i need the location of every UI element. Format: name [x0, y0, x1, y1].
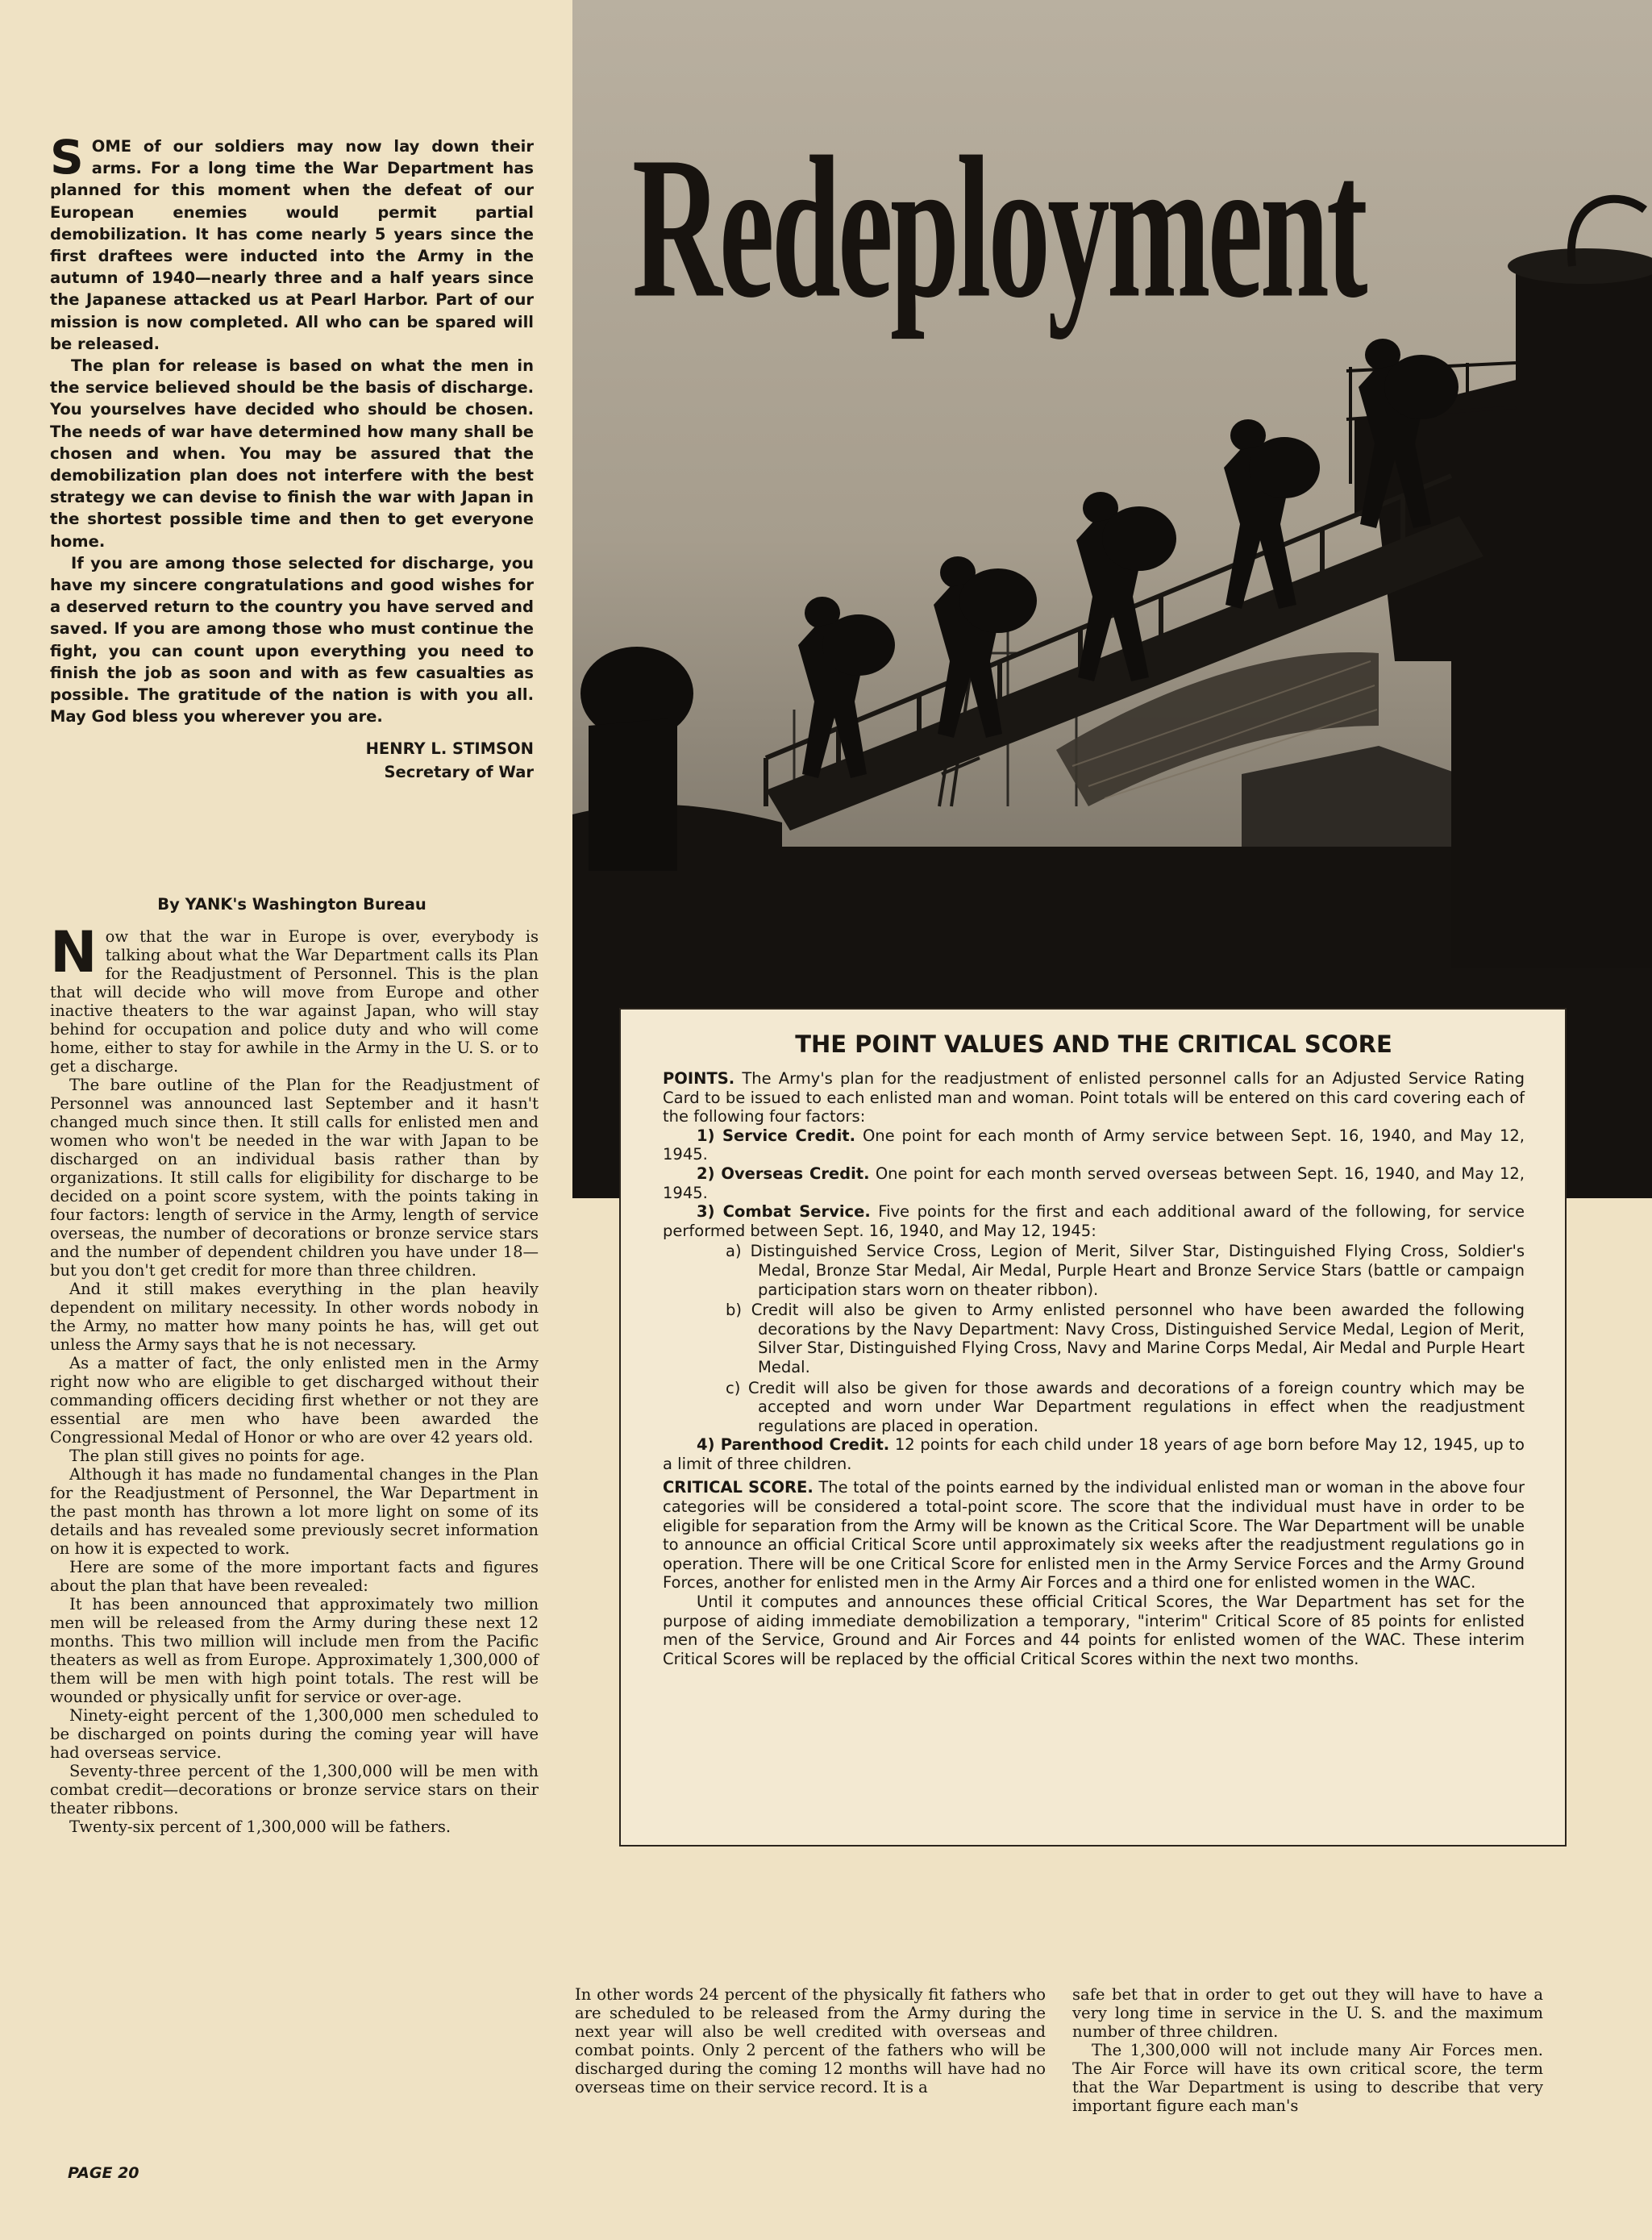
factor-3-item-c: c) Credit will also be given for those awards and decorations of a foreign country which may be accepted and worn under War Department regulations in effect when the readjustment regulations are placed in operation.	[726, 1378, 1525, 1435]
article-paragraph: Here are some of the more important facts and figures about the plan that have been revealed:	[50, 1558, 539, 1595]
article-paragraph: As a matter of fact, the only enlisted men in the Army right now who are eligible to get discharged without their commanding officers deciding first whether or not they are essential are men who have been awarded the Congressional Medal of Honor or who are over 42 years old.	[50, 1354, 539, 1447]
factor-3	[663, 1202, 1525, 1240]
intro-dropcap: S	[50, 130, 84, 185]
factor-4-label: 4) Parenthood Credit.	[697, 1435, 890, 1455]
factor-1-text: One point for each month of Army service between Sept. 16, 1940, and May 12, 1945.	[663, 1126, 1525, 1164]
critical-score-text: The total of the points earned by the individual enlisted man or woman in the above four categories will be considered a total-point score. The score that the individual must have in order to be eligible for separation from the Army will be known as the Critical Score. The War Department will be unable to announce an official Critical Score until approximately six weeks after the readjustment regulations go in operation. There will be one Critical Score for enlisted men in the Army Service Forces and the Army Ground Forces, another for enlisted men in the Army Air Forces and a third one for enlisted women in the WAC.	[663, 1478, 1525, 1593]
factor-2-label: 2) Overseas Credit.	[697, 1164, 870, 1183]
factor-2-text: One point for each month served overseas between Sept. 16, 1940, and May 12, 1945.	[663, 1164, 1525, 1202]
article-paragraph: In other words 24 percent of the physically fit fathers who are scheduled to be released from the Army during the next year will also be well credited with overseas and combat points. Only 2 percent of the fathers who will be discharged during the coming 12 months will have had no overseas time on their service record. It is a	[575, 1985, 1046, 2096]
article-paragraph: The bare outline of the Plan for the Readjustment of Personnel was announced last September and it hasn't changed much since then. It still calls for enlisted men and women who won't be needed in the war with Japan to be discharged on an individual basis rather than by organizations. It still calls for eligibility for discharge to be decided on a point score system, with the points taking in four factors: length of service in the Army, length of service overseas, the number of decorations or bronze service stars and the number of dependent children you have under 18—but you don't get credit for more than three children.	[50, 1076, 539, 1280]
article-column-1	[50, 919, 539, 1836]
article-column-3	[1072, 1985, 1543, 2115]
article-dropcap: N	[50, 919, 98, 985]
signature-name: HENRY L. STIMSON	[365, 739, 534, 759]
factor-3-label: 3) Combat Service.	[697, 1202, 871, 1222]
factor-3-text: Five points for the first and each additional award of the following, for service performed between Sept. 16, 1940, and May 12, 1945:	[663, 1202, 1525, 1240]
article-lead-text: ow that the war in Europe is over, everybody is talking about what the War Department calls its Plan for the Readjustment of Personnel. This is the plan that will decide who will move from Europe and other inactive theaters to the war against Japan, who will stay behind for occupation and police duty and who will come home, either to stay for awhile in the Army in the U. S. or to get a discharge.	[50, 927, 539, 1076]
page-number: PAGE 20	[68, 2164, 139, 2182]
points-text: The Army's plan for the readjustment of enlisted personnel calls for an Adjusted Service Rating Card to be issued to each enlisted man and woman. Point totals will be entered on this card covering each of the following four factors:	[663, 1069, 1525, 1126]
points-label: POINTS.	[663, 1069, 735, 1088]
point-values-box	[619, 1008, 1567, 1847]
factor-1	[663, 1126, 1525, 1164]
intro-paragraph: The plan for release is based on what the men in the service believed should be the basis of discharge. You yourselves have decided who should be chosen. The needs of war have determined how many shall be chosen and when. You may be assured that the demobilization plan does not interfere with the best strategy we can devise to finish the war with Japan in the shortest possible time and then to get everyone home.	[50, 356, 534, 551]
article-paragraph: Ninety-eight percent of the 1,300,000 men scheduled to be discharged on points during the coming year will have had overseas service.	[50, 1706, 539, 1762]
article-paragraph: Although it has made no fundamental changes in the Plan for the Readjustment of Personnel, the War Department in the past month has thrown a lot more light on some of its details and has revealed some previously secret information on how it is expected to work.	[50, 1465, 539, 1558]
article-paragraph: Twenty-six percent of 1,300,000 will be fathers.	[69, 1817, 451, 1836]
factor-1-label: 1) Service Credit.	[697, 1126, 856, 1145]
article-paragraph: safe bet that in order to get out they will have to have a very long time in service in the U. S. and the maximum number of three children.	[1072, 1985, 1543, 2041]
article-paragraph: And it still makes everything in the plan heavily dependent on military necessity. In other words nobody in the Army, no matter how many points he has, will get out unless the Army says that he is not necessary.	[50, 1280, 539, 1354]
article-paragraph: Seventy-three percent of the 1,300,000 will be men with combat credit—decorations or bronze service stars on their theater ribbons.	[50, 1762, 539, 1817]
factor-4-text: 12 points for each child under 18 years of age born before May 12, 1945, up to a limit of three children.	[663, 1435, 1525, 1473]
article-column-2	[575, 1985, 1046, 2096]
factor-2	[663, 1164, 1525, 1202]
article-paragraph: It has been announced that approximately two million men will be released from the Army during these next 12 months. This two million will include men from the Pacific theaters as well as from Europe. Approximately 1,300,000 of them will be men with high point totals. The rest will be wounded or physically unfit for service or over-age.	[50, 1595, 539, 1706]
signature	[50, 737, 534, 784]
intro-paragraph	[50, 130, 534, 355]
interim-paragraph: Until it computes and announces these official Critical Scores, the War Department has set for the purpose of aiding immediate demobilization a temporary, "interim" Critical Score of 85 points for enlisted men of the Service, Ground and Air Forces and 44 points for enlisted women of the WAC. These interim Critical Scores will be replaced by the official Critical Scores within the next two months.	[663, 1593, 1525, 1668]
article-paragraph: The plan still gives no points for age.	[69, 1447, 365, 1465]
intro-paragraph: If you are among those selected for discharge, you have my sincere congratulations and good wishes for a deserved return to the country you have served and saved. If you are among those who must continue the fight, you can count upon everything you need to finish the job as soon and with as few casualties as possible. The gratitude of the nation is with you all. May God bless you wherever you are.	[50, 553, 534, 727]
factor-3-item-a: a) Distinguished Service Cross, Legion of Merit, Silver Star, Distinguished Flying Cross, Soldier's Medal, Bronze Star Medal, Air Medal, Purple Heart and Bronze Service Stars (battle or campaign participation stars worn on theater ribbon).	[726, 1242, 1525, 1299]
intro-lead-text: OME of our soldiers may now lay down their arms. For a long time the War Department has planned for this moment when the defeat of our European enemies would permit partial demobilization. It has come nearly 5 years since the first draftees were inducted into the Army in the autumn of 1940—nearly three and a half years since the Japanese attacked us at Pearl Harbor. Part of our mission is now completed. All who can be spared will be released.	[50, 137, 534, 353]
points-paragraph	[663, 1069, 1525, 1126]
article-paragraph	[50, 919, 539, 1076]
byline: By YANK's Washington Bureau	[157, 895, 427, 914]
critical-score-label: CRITICAL SCORE.	[663, 1478, 814, 1497]
critical-score-paragraph	[663, 1478, 1525, 1593]
factor-3-item-b: b) Credit will also be given to Army enlisted personnel who have been awarded the following decorations by the Navy Department: Navy Cross, Distinguished Service Medal, Legion of Merit, Silver Star, Distinguished Flying Cross, Navy and Marine Corps Medal, Air Medal and Purple Heart Medal.	[726, 1301, 1525, 1376]
signature-title: Secretary of War	[384, 763, 534, 782]
box-heading: THE POINT VALUES AND THE CRITICAL SCORE	[795, 1030, 1392, 1058]
stimson-statement	[50, 130, 534, 784]
article-paragraph: The 1,300,000 will not include many Air Forces men. The Air Force will have its own critical score, the term that the War Department is using to describe that very important figure each man's	[1072, 2041, 1543, 2115]
page-title: Redeployment	[632, 115, 1365, 340]
factor-4	[663, 1435, 1525, 1473]
